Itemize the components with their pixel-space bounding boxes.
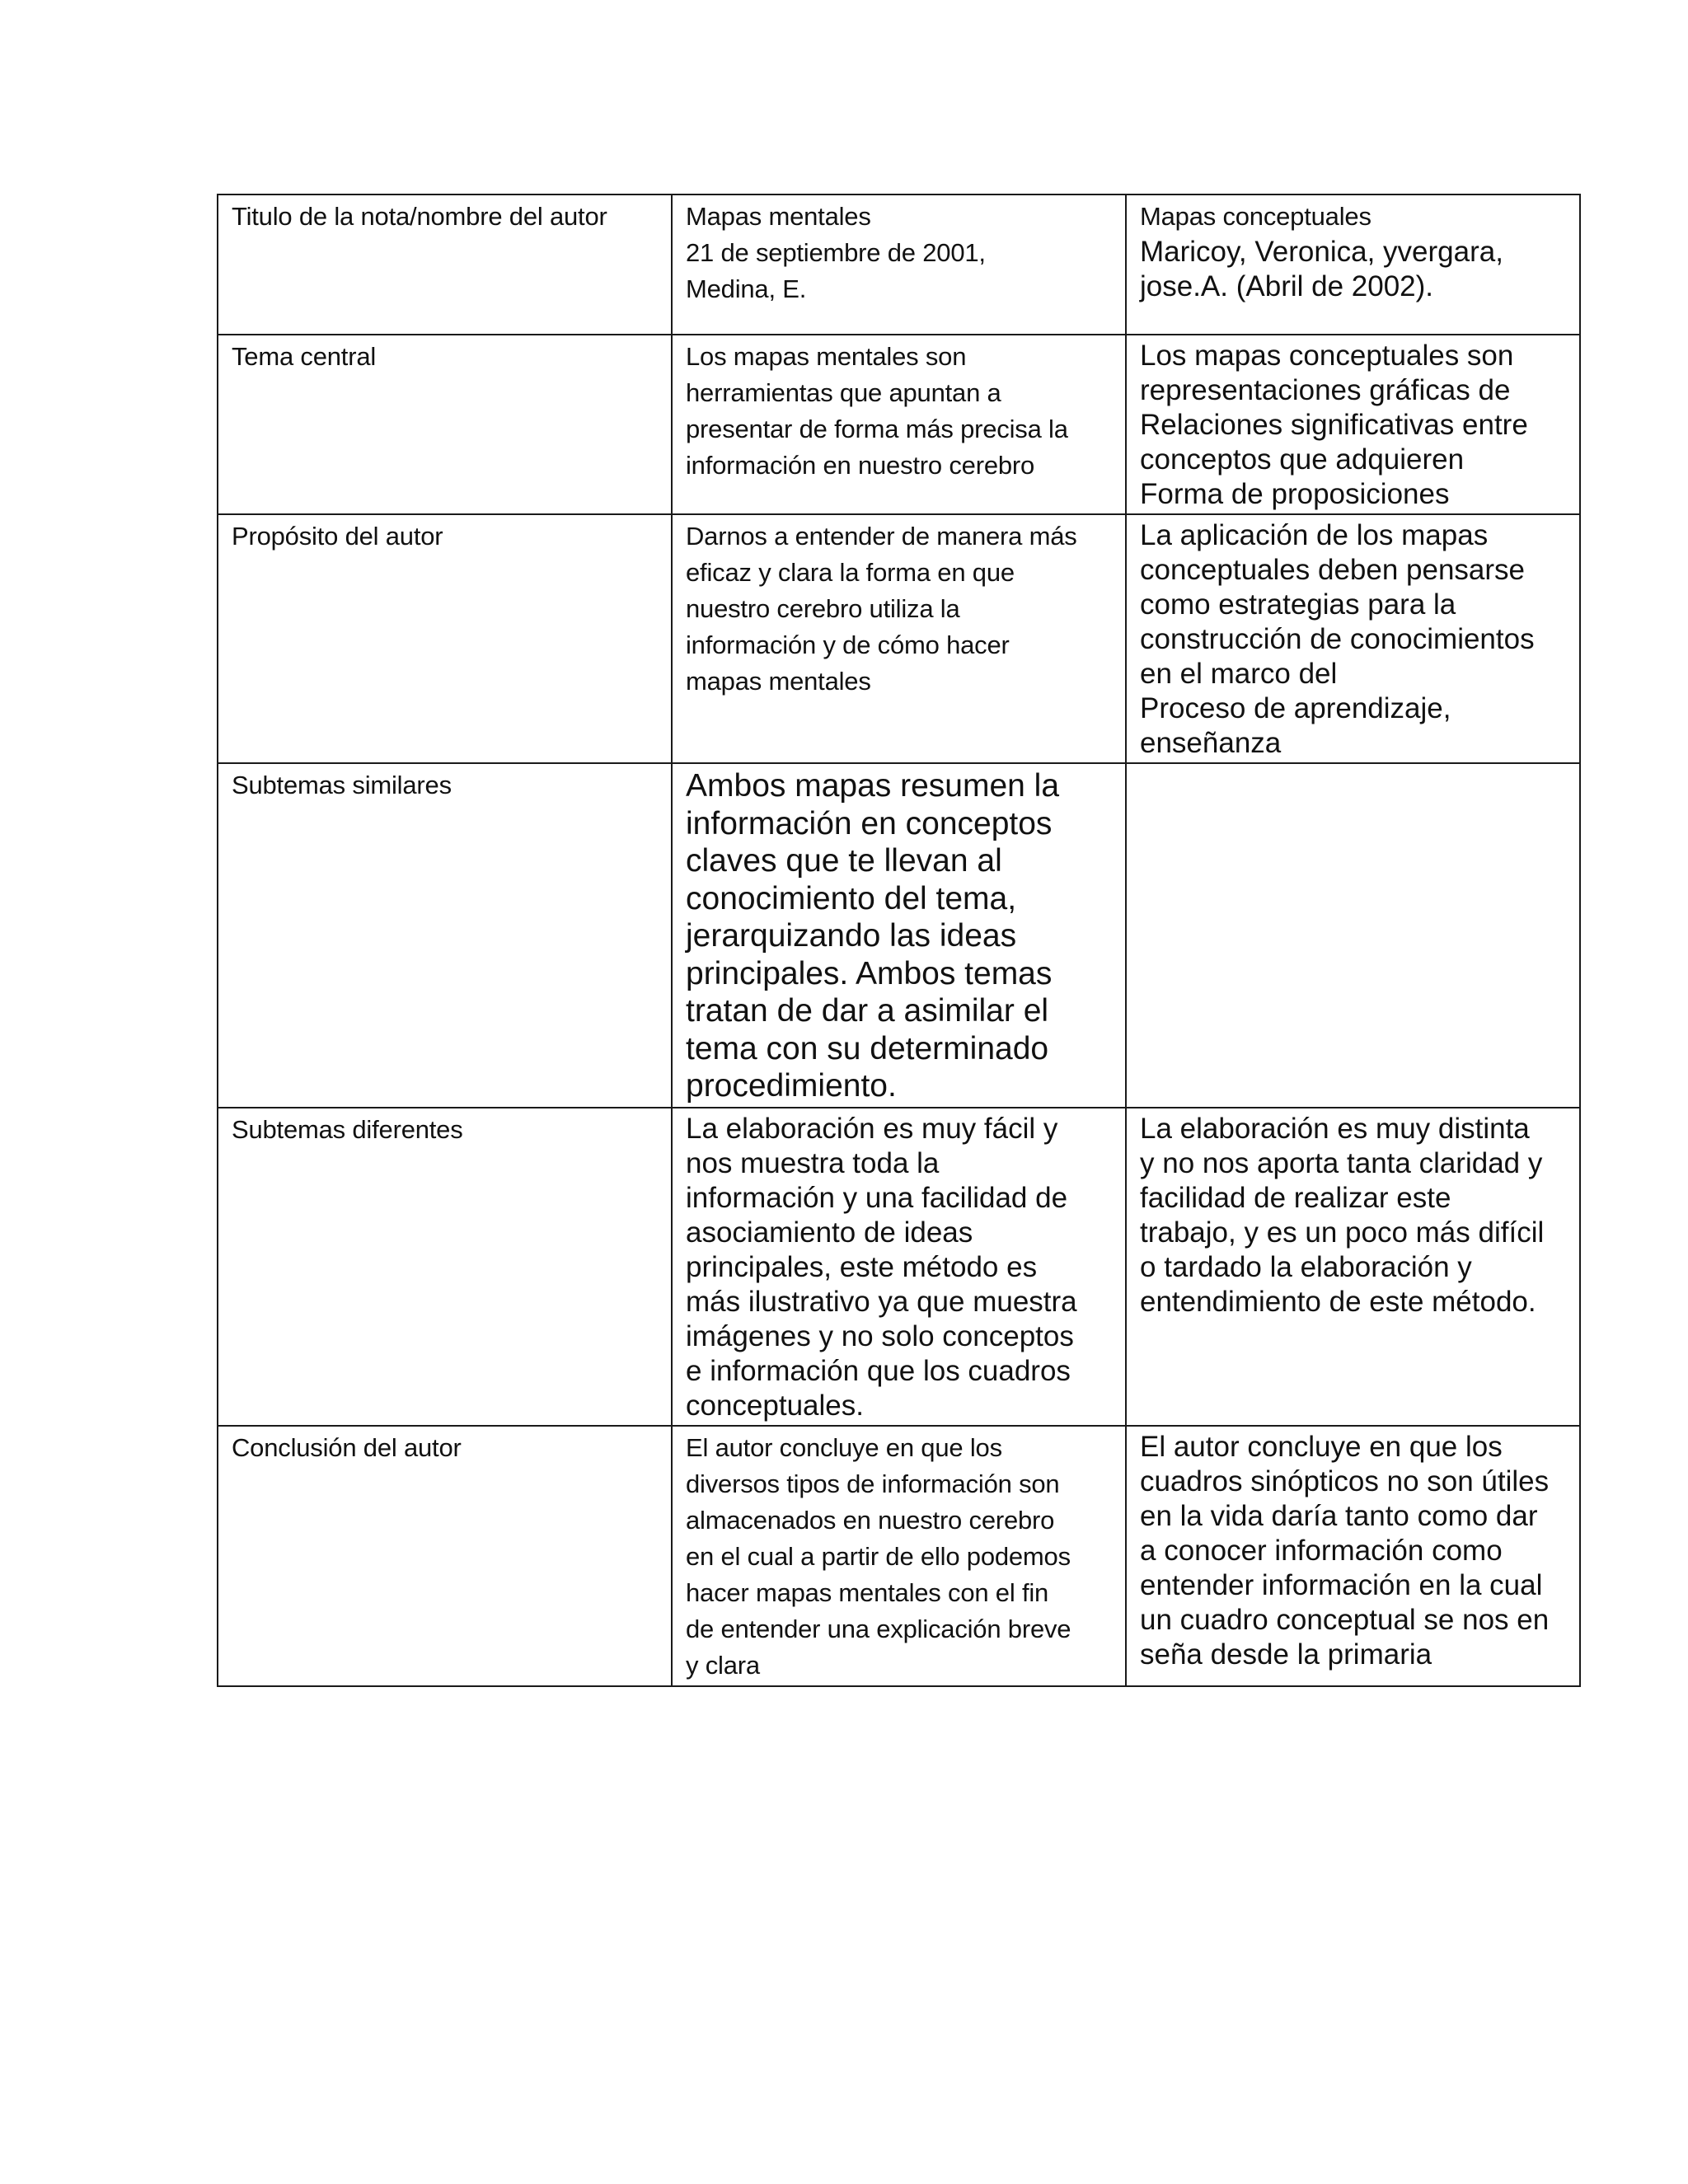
cell-line: tema con su determinado (686, 1030, 1049, 1066)
cell-line: principales. Ambos temas (686, 955, 1053, 991)
mapas-mentales-cell (672, 194, 1126, 335)
row-label-cell (218, 1108, 672, 1426)
cell-line: información en nuestro cerebro (686, 451, 1035, 480)
cell-line: Mapas mentales (686, 202, 871, 231)
cell-line: principales, este método es (686, 1250, 1038, 1283)
table-row (218, 1426, 1580, 1686)
comparison-table (217, 194, 1581, 1687)
cell-line: Mapas conceptuales (1140, 202, 1372, 231)
cell-line: presentar de forma más precisa la (686, 415, 1068, 443)
cell-line: procedimiento. (686, 1068, 897, 1104)
cell-line: seña desde la primaria (1140, 1638, 1432, 1671)
row-label: Subtemas diferentes (232, 1114, 463, 1144)
cell-line: asociamiento de ideas (686, 1216, 973, 1249)
cell-line: Forma de proposiciones (1140, 478, 1450, 510)
cell-line: construcción de conocimientos (1140, 623, 1535, 655)
mapas-mentales-cell (672, 1426, 1126, 1686)
cell-line: o tardado la elaboración y (1140, 1250, 1472, 1283)
table-row (218, 1108, 1580, 1426)
cell-line: en el marco del (1140, 658, 1338, 690)
cell-line: trabajo, y es un poco más difícil (1140, 1216, 1545, 1249)
cell-line: de entender una explicación breve (686, 1614, 1071, 1643)
cell-line: Los mapas mentales son (686, 342, 967, 371)
cell-line: Darnos a entender de manera más (686, 522, 1077, 551)
cell-line: como estrategias para la (1140, 588, 1456, 621)
mapas-conceptuales-cell (1126, 514, 1580, 763)
row-label: Tema central (232, 342, 377, 371)
row-label: Propósito del autor (232, 522, 443, 551)
cell-line: Proceso de aprendizaje, (1140, 692, 1451, 724)
row-label-cell (218, 514, 672, 763)
mapas-mentales-cell (672, 1108, 1126, 1426)
cell-line: conceptuales. (686, 1389, 864, 1422)
cell-line: cuadros sinópticos no son útiles (1140, 1465, 1550, 1497)
cell-line: más ilustrativo ya que muestra (686, 1285, 1077, 1318)
cell-line: conceptuales deben pensarse (1140, 554, 1526, 586)
cell-line: a conocer información como (1140, 1534, 1503, 1567)
cell-line: Los mapas conceptuales son (1140, 340, 1514, 372)
cell-line: conocimiento del tema, (686, 880, 1017, 916)
cell-line: información en conceptos (686, 805, 1053, 841)
table-row (218, 194, 1580, 335)
mapas-mentales-cell (672, 514, 1126, 763)
cell-line: Relaciones significativas entre (1140, 409, 1528, 441)
cell-line: jerarquizando las ideas (686, 918, 1017, 954)
table-row (218, 335, 1580, 514)
cell-line: 21 de septiembre de 2001, (686, 238, 986, 267)
row-label-cell (218, 763, 672, 1108)
cell-line: El autor concluye en que los (1140, 1430, 1503, 1463)
cell-line: hacer mapas mentales con el fin (686, 1577, 1049, 1607)
cell-line: entendimiento de este método. (1140, 1285, 1536, 1318)
row-label: Subtemas similares (232, 771, 452, 799)
cell-line: un cuadro conceptual se nos en (1140, 1603, 1550, 1636)
row-label-cell (218, 194, 672, 335)
cell-line: información y de cómo hacer (686, 630, 1010, 659)
mapas-conceptuales-cell (1126, 1426, 1580, 1686)
cell-line: facilidad de realizar este (1140, 1181, 1451, 1214)
cell-line: nos muestra toda la (686, 1146, 940, 1179)
row-label: Titulo de la nota/nombre del autor (232, 202, 607, 231)
cell-line: conceptos que adquieren (1140, 443, 1465, 476)
cell-line: Medina, E. (686, 274, 807, 303)
cell-line: entender información en la cual (1140, 1568, 1543, 1601)
mapas-conceptuales-cell (1126, 194, 1580, 335)
cell-line: representaciones gráficas de (1140, 374, 1511, 406)
cell-line: tratan de dar a asimilar el (686, 993, 1049, 1029)
cell-line: y no nos aporta tanta claridad y (1140, 1146, 1543, 1179)
cell-line: y clara (686, 1650, 760, 1680)
row-label-cell (218, 335, 672, 514)
cell-line: almacenados en nuestro cerebro (686, 1505, 1055, 1535)
cell-line: en el cual a partir de ello podemos (686, 1541, 1071, 1571)
cell-line: información y una facilidad de (686, 1181, 1068, 1214)
cell-line: jose.A. (Abril de 2002). (1140, 270, 1434, 302)
mapas-conceptuales-cell (1126, 1108, 1580, 1426)
cell-line: eficaz y clara la forma en que (686, 558, 1015, 587)
cell-line: El autor concluye en que los (686, 1432, 1002, 1462)
table-row (218, 514, 1580, 763)
mapas-conceptuales-cell (1126, 763, 1580, 1108)
mapas-mentales-cell (672, 335, 1126, 514)
cell-line: Maricoy, Veronica, yvergara, (1140, 236, 1503, 268)
cell-line: e información que los cuadros (686, 1354, 1071, 1387)
cell-line: herramientas que apuntan a (686, 378, 1001, 407)
cell-line: La elaboración es muy fácil y (686, 1112, 1058, 1145)
cell-line: imágenes y no solo conceptos (686, 1319, 1074, 1352)
row-label-cell (218, 1426, 672, 1686)
cell-line: en la vida daría tanto como dar (1140, 1499, 1538, 1532)
mapas-conceptuales-cell (1126, 335, 1580, 514)
mapas-mentales-cell (672, 763, 1126, 1108)
cell-line: mapas mentales (686, 667, 871, 696)
table-row (218, 763, 1580, 1108)
cell-line: La aplicación de los mapas (1140, 519, 1489, 551)
cell-line: Ambos mapas resumen la (686, 768, 1060, 804)
cell-line: enseñanza (1140, 727, 1282, 759)
row-label: Conclusión del autor (232, 1432, 462, 1462)
cell-line: diversos tipos de información son (686, 1469, 1060, 1498)
cell-line: nuestro cerebro utiliza la (686, 594, 960, 623)
cell-line: La elaboración es muy distinta (1140, 1112, 1530, 1145)
cell-line: claves que te llevan al (686, 843, 1002, 879)
